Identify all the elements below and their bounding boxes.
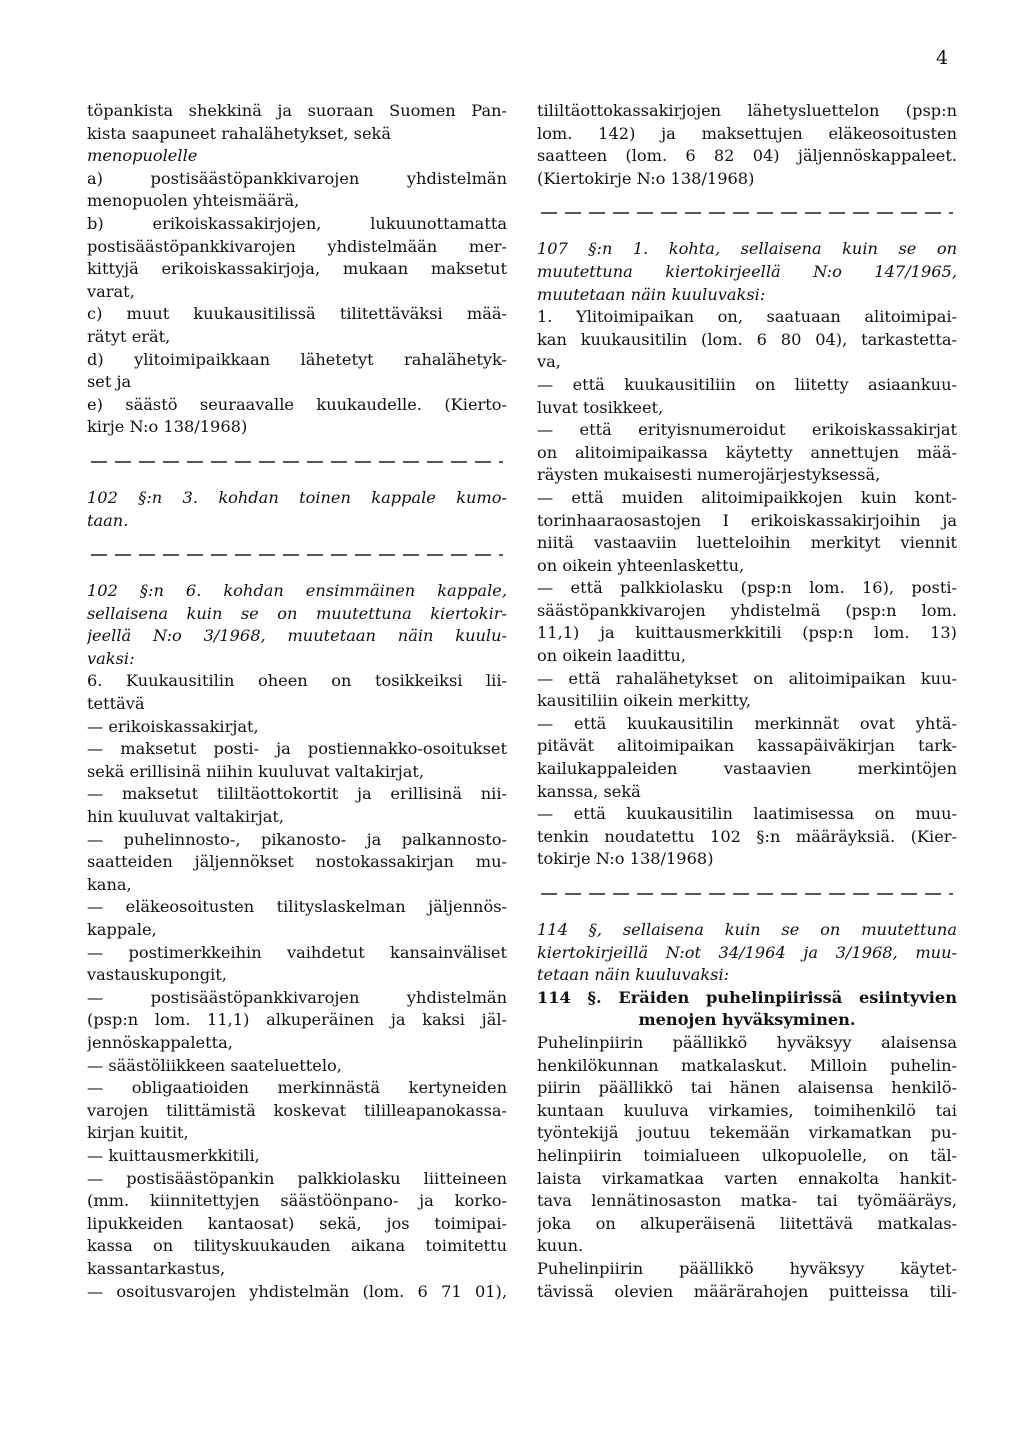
- text-line: vastauskupongit,: [87, 965, 227, 985]
- text-line: menopuolen yhteismäärä,: [87, 191, 300, 211]
- text-line: — postisäästöpankin palkkiolasku liitteineen: [87, 1168, 507, 1188]
- text-line: hin kuuluvat valtakirjat,: [87, 807, 285, 827]
- text-line: 6. Kuukausitilin oheen on tosikkeiksi lii-: [87, 671, 507, 691]
- text-line: d) ylitoimipaikkaan lähetetyt rahalähetyk-: [87, 349, 507, 369]
- text-line: varat,: [87, 281, 135, 301]
- text-line: torinhaaraosastojen I erikoiskassakirjoihin ja: [537, 510, 957, 530]
- text-line: — postisäästöpankkivarojen yhdistelmän: [87, 987, 507, 1007]
- text-line: tävissä olevien määrärahojen puitteissa tili-: [537, 1281, 957, 1301]
- text-line: 114 §, sellaisena kuin se on muutettuna: [537, 920, 957, 939]
- text-line: kassantarkastus,: [87, 1258, 226, 1278]
- text-line: postisäästöpankkivarojen yhdistelmään mer-: [87, 236, 507, 256]
- text-line: (Kiertokirje N:o 138/1968): [537, 168, 755, 188]
- text-line: kuntaan kuuluva virkamies, toimihenkilö tai: [537, 1100, 957, 1120]
- text-line: 1. Ylitoimipaikan on, saatuaan alitoimipai-: [537, 307, 957, 327]
- text-line: laista virkamatkaa varten ennakolta hankit-: [537, 1168, 957, 1188]
- text-line: (mm. kiinnitettyjen säästöönpano- ja korko-: [87, 1191, 507, 1211]
- text-line: jennöskappaletta,: [87, 1032, 233, 1052]
- text-line: muutetaan näin kuuluvaksi:: [537, 284, 766, 304]
- text-line: kan kuukausitilin (lom. 6 80 04), tarkastetta-: [537, 329, 957, 349]
- text-line: pitävät alitoimipaikan kassapäiväkirjan tark-: [537, 736, 957, 756]
- text-line: menojen hyväksyminen.: [638, 1010, 856, 1030]
- text-line: on alitoimipaikassa käytetty annettujen mää-: [537, 442, 957, 462]
- text-line: kuun.: [537, 1236, 584, 1256]
- text-line: — että rahalähetykset on alitoimipaikan kuu-: [537, 668, 957, 688]
- text-line: on oikein laadittu,: [537, 646, 686, 666]
- text-line: kista saapuneet rahalähetykset, sekä: [87, 123, 392, 143]
- dashed-separator: [537, 204, 957, 223]
- text-line: lom. 142) ja maksettujen eläkeosoitusten: [537, 123, 957, 143]
- text-line: helinpiirin toimialueen ulkopuolelle, on täl-: [537, 1145, 957, 1165]
- text-line: b) erikoiskassakirjojen, lukuunottamatta: [87, 213, 507, 233]
- text-line: työntekijä joutuu tekemään virkamatkan pu-: [537, 1123, 957, 1143]
- text-line: taan.: [87, 510, 129, 530]
- text-line: 114 §. Eräiden puhelinpiirissä esiintyvien: [537, 987, 957, 1007]
- text-line: — osoitusvarojen yhdistelmän (lom. 6 71 01),: [87, 1281, 507, 1301]
- dashed-separator: [87, 453, 507, 472]
- text-line: — kuittausmerkkitili,: [87, 1145, 260, 1165]
- dashed-separator: [537, 885, 957, 904]
- text-line: 11,1) ja kuittausmerkkitili (psp:n lom. 13): [537, 623, 957, 643]
- text-line: saatteen (lom. 6 82 04) jäljennöskappaleet.: [537, 146, 957, 166]
- text-line: tililtäottokassakirjojen lähetysluettelon (psp:n: [537, 101, 957, 120]
- text-line: 107 §:n 1. kohta, sellaisena kuin se on: [537, 239, 957, 259]
- page-number: 4: [936, 47, 949, 69]
- text-line: sekä erillisinä niihin kuuluvat valtakirjat,: [87, 761, 425, 781]
- text-line: tava lennätinosaston matka- tai työmääräys,: [537, 1191, 957, 1211]
- text-line: kailukappaleiden vastaavien merkintöjen: [537, 759, 957, 779]
- text-line: räysten mukaisesti numerojärjestyksessä,: [537, 465, 881, 485]
- text-line: niitä vastaaviin luetteloihin merkityt viennit: [537, 533, 957, 553]
- text-line: — puhelinnosto-, pikanosto- ja palkannosto-: [87, 829, 507, 849]
- dashed-separator: [87, 546, 507, 565]
- text-line: lipukkeiden kantaosat) sekä, jos toimipai-: [87, 1213, 507, 1233]
- text-line: tenkin noudatettu 102 §:n määräyksiä. (Kier-: [537, 826, 957, 846]
- text-line: va,: [537, 352, 561, 372]
- text-line: kittyjä erikoiskassakirjoja, mukaan maksetut: [87, 259, 507, 279]
- text-line: jeellä N:o 3/1968, muutetaan näin kuulu-: [87, 626, 507, 646]
- text-line: (psp:n lom. 11,1) alkuperäinen ja kaksi jäl-: [87, 1010, 507, 1030]
- text-line: Puhelinpiirin päällikkö hyväksyy käytet-: [537, 1258, 957, 1278]
- text-line: — erikoiskassakirjat,: [87, 716, 259, 736]
- text-line: kirjan kuitit,: [87, 1123, 189, 1143]
- text-line: c) muut kuukausitilissä tilitettäväksi mää-: [87, 304, 507, 324]
- text-line: — säästöliikkeen saateluettelo,: [87, 1055, 342, 1075]
- text-line: kappale,: [87, 920, 157, 939]
- text-line: a) postisäästöpankkivarojen yhdistelmän: [87, 168, 507, 188]
- text-line: kiertokirjeillä N:ot 34/1964 ja 3/1968, muu-: [537, 942, 957, 962]
- text-line: tettävä: [87, 694, 145, 714]
- left-text-column: [87, 100, 507, 1303]
- text-line: vaksi:: [87, 648, 135, 668]
- text-line: — että kuukausitilin merkinnät ovat yhtä-: [537, 713, 957, 733]
- text-line: — eläkeosoitusten tilityslaskelman jäljennös-: [87, 897, 507, 917]
- text-line: tokirje N:o 138/1968): [537, 849, 714, 869]
- right-text-column: [537, 100, 957, 1303]
- text-line: e) säästö seuraavalle kuukaudelle. (Kierto-: [87, 394, 507, 414]
- text-line: varojen tilittämistä koskevat tililleapanokassa-: [87, 1100, 507, 1120]
- text-line: 102 §:n 3. kohdan toinen kappale kumo-: [87, 487, 507, 507]
- text-line: 102 §:n 6. kohdan ensimmäinen kappale,: [87, 581, 507, 601]
- text-line: tetaan näin kuuluvaksi:: [537, 965, 730, 985]
- text-line: kirje N:o 138/1968): [87, 417, 248, 437]
- text-line: töpankista shekkinä ja suoraan Suomen Pan-: [87, 101, 507, 120]
- text-line: kanssa, sekä: [537, 781, 641, 801]
- text-line: kassa on tilityskuukauden aikana toimitettu: [87, 1236, 507, 1256]
- text-line: muutettuna kiertokirjeellä N:o 147/1965,: [537, 261, 957, 281]
- text-line: henkilökunnan matkalaskut. Milloin puhelin-: [537, 1055, 957, 1075]
- text-line: — että erityisnumeroidut erikoiskassakirjat: [537, 420, 957, 440]
- text-line: — että kuukausitilin laatimisessa on muu-: [537, 804, 957, 824]
- text-line: kausitiliin oikein merkitty,: [537, 691, 752, 711]
- text-line: Puhelinpiirin päällikkö hyväksyy alaisensa: [537, 1032, 957, 1052]
- text-line: — että palkkiolasku (psp:n lom. 16), posti-: [537, 578, 957, 598]
- text-line: — että kuukausitiliin on liitetty asiaankuu-: [537, 374, 957, 394]
- text-line: on oikein yhteenlaskettu,: [537, 555, 745, 575]
- text-line: kana,: [87, 874, 132, 894]
- text-line: joka on alkuperäisenä liitettävä matkalas-: [537, 1213, 957, 1233]
- text-line: piirin päällikkö tai hänen alaisensa henkilö-: [537, 1078, 957, 1098]
- text-line: — että muiden alitoimipaikkojen kuin kont-: [537, 487, 957, 507]
- text-line: saatteiden jäljennökset nostokassakirjan mu-: [87, 852, 507, 872]
- text-line: luvat tosikkeet,: [537, 397, 664, 417]
- text-line: säästöpankkivarojen yhdistelmä (psp:n lom.: [537, 600, 957, 620]
- text-line: — maksetut tililtäottokortit ja erillisinä nii-: [87, 784, 507, 804]
- text-line: — maksetut posti- ja postiennakko-osoitukset: [87, 739, 507, 759]
- text-line: menopuolelle: [87, 146, 198, 166]
- text-line: rätyt erät,: [87, 326, 171, 346]
- text-line: set ja: [87, 372, 132, 392]
- text-line: sellaisena kuin se on muutettuna kiertokir-: [87, 603, 507, 623]
- text-line: — postimerkkeihin vaihdetut kansainväliset: [87, 942, 507, 962]
- text-line: — obligaatioiden merkinnästä kertyneiden: [87, 1078, 507, 1098]
